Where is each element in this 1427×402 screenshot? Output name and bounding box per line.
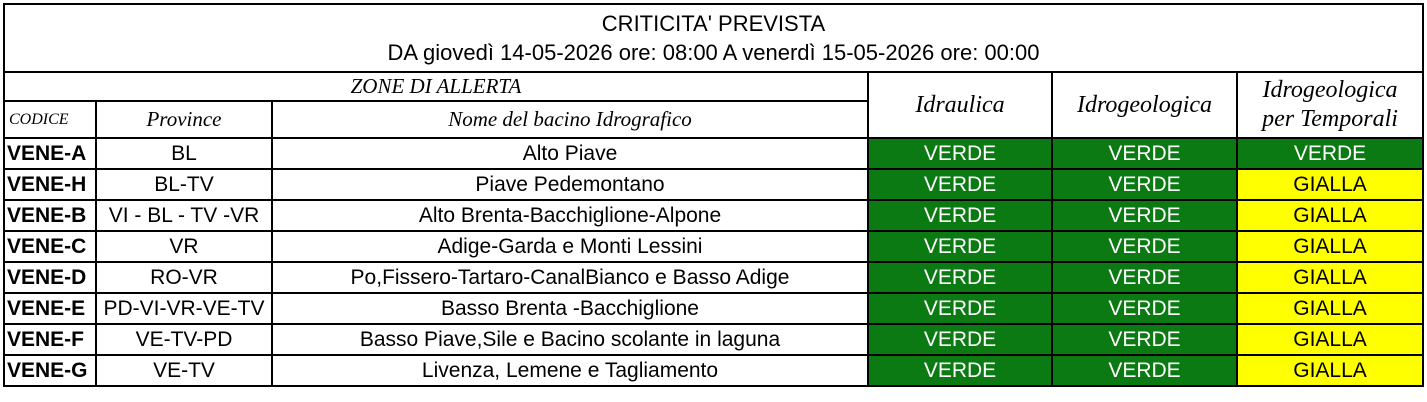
zone-header: ZONE DI ALLERTA	[4, 72, 868, 101]
zone-code-cell: VENE-E	[4, 293, 96, 324]
table-row	[4, 324, 1423, 355]
idrogeologica-level-cell: VERDE	[1052, 262, 1237, 293]
zone-code-cell: VENE-B	[4, 200, 96, 231]
header-province: Province	[96, 101, 272, 138]
idraulica-level-cell: VERDE	[868, 231, 1052, 262]
basin-name-cell: Po,Fissero-Tartaro-CanalBianco e Basso Adige	[272, 262, 868, 293]
header-temporali	[1237, 72, 1423, 138]
idrogeologica-level-cell: VERDE	[1052, 169, 1237, 200]
temporali-level-cell: GIALLA	[1237, 200, 1423, 231]
basin-name-cell: Livenza, Lemene e Tagliamento	[272, 355, 868, 386]
idraulica-level-cell: VERDE	[868, 138, 1052, 169]
province-cell: VR	[96, 231, 272, 262]
basin-name-cell: Piave Pedemontano	[272, 169, 868, 200]
basin-name-cell: Adige-Garda e Monti Lessini	[272, 231, 868, 262]
province-cell: BL	[96, 138, 272, 169]
temporali-level-cell: GIALLA	[1237, 293, 1423, 324]
header-bacino: Nome del bacino Idrografico	[272, 101, 868, 138]
header-idrogeologica: Idrogeologica	[1052, 72, 1237, 138]
idraulica-level-cell: VERDE	[868, 355, 1052, 386]
province-cell: VI - BL - TV -VR	[96, 200, 272, 231]
temporali-level-cell: GIALLA	[1237, 231, 1423, 262]
header-idraulica: Idraulica	[868, 72, 1052, 138]
zone-code-cell: VENE-G	[4, 355, 96, 386]
alert-table	[3, 3, 1424, 387]
idrogeologica-level-cell: VERDE	[1052, 138, 1237, 169]
idrogeologica-level-cell: VERDE	[1052, 231, 1237, 262]
idrogeologica-level-cell: VERDE	[1052, 293, 1237, 324]
temporali-level-cell: GIALLA	[1237, 355, 1423, 386]
idrogeologica-level-cell: VERDE	[1052, 324, 1237, 355]
table-title: CRITICITA' PREVISTA	[601, 11, 826, 36]
table-row	[4, 138, 1423, 169]
zone-code-cell: VENE-D	[4, 262, 96, 293]
temporali-level-cell: GIALLA	[1237, 324, 1423, 355]
table-row	[4, 231, 1423, 262]
idraulica-level-cell: VERDE	[868, 169, 1052, 200]
province-cell: VE-TV-PD	[96, 324, 272, 355]
header-temporali-line2: per Temporali	[1262, 106, 1398, 132]
table-row	[4, 262, 1423, 293]
table-row	[4, 169, 1423, 200]
basin-name-cell: Alto Piave	[272, 138, 868, 169]
header-codice: CODICE	[4, 101, 96, 138]
temporali-level-cell: GIALLA	[1237, 262, 1423, 293]
temporali-level-cell: VERDE	[1237, 138, 1423, 169]
period-text: DA giovedì 14-05-2026 ore: 08:00 A venerdì 15-05-2026 ore: 00:00	[387, 40, 1040, 65]
table-row	[4, 293, 1423, 324]
alert-table-container	[3, 3, 1422, 399]
zone-code-cell: VENE-C	[4, 231, 96, 262]
table-row	[4, 200, 1423, 231]
basin-name-cell: Basso Brenta -Bacchiglione	[272, 293, 868, 324]
idraulica-level-cell: VERDE	[868, 200, 1052, 231]
table-row	[4, 355, 1423, 386]
temporali-level-cell: GIALLA	[1237, 169, 1423, 200]
title-block	[4, 4, 1423, 72]
province-cell: VE-TV	[96, 355, 272, 386]
province-cell: RO-VR	[96, 262, 272, 293]
idrogeologica-level-cell: VERDE	[1052, 355, 1237, 386]
header-temporali-line1: Idrogeologica	[1262, 77, 1398, 103]
province-cell: PD-VI-VR-VE-TV	[96, 293, 272, 324]
zone-code-cell: VENE-H	[4, 169, 96, 200]
basin-name-cell: Alto Brenta-Bacchiglione-Alpone	[272, 200, 868, 231]
province-cell: BL-TV	[96, 169, 272, 200]
zone-code-cell: VENE-F	[4, 324, 96, 355]
idrogeologica-level-cell: VERDE	[1052, 200, 1237, 231]
idraulica-level-cell: VERDE	[868, 262, 1052, 293]
zone-code-cell: VENE-A	[4, 138, 96, 169]
idraulica-level-cell: VERDE	[868, 324, 1052, 355]
basin-name-cell: Basso Piave,Sile e Bacino scolante in laguna	[272, 324, 868, 355]
idraulica-level-cell: VERDE	[868, 293, 1052, 324]
